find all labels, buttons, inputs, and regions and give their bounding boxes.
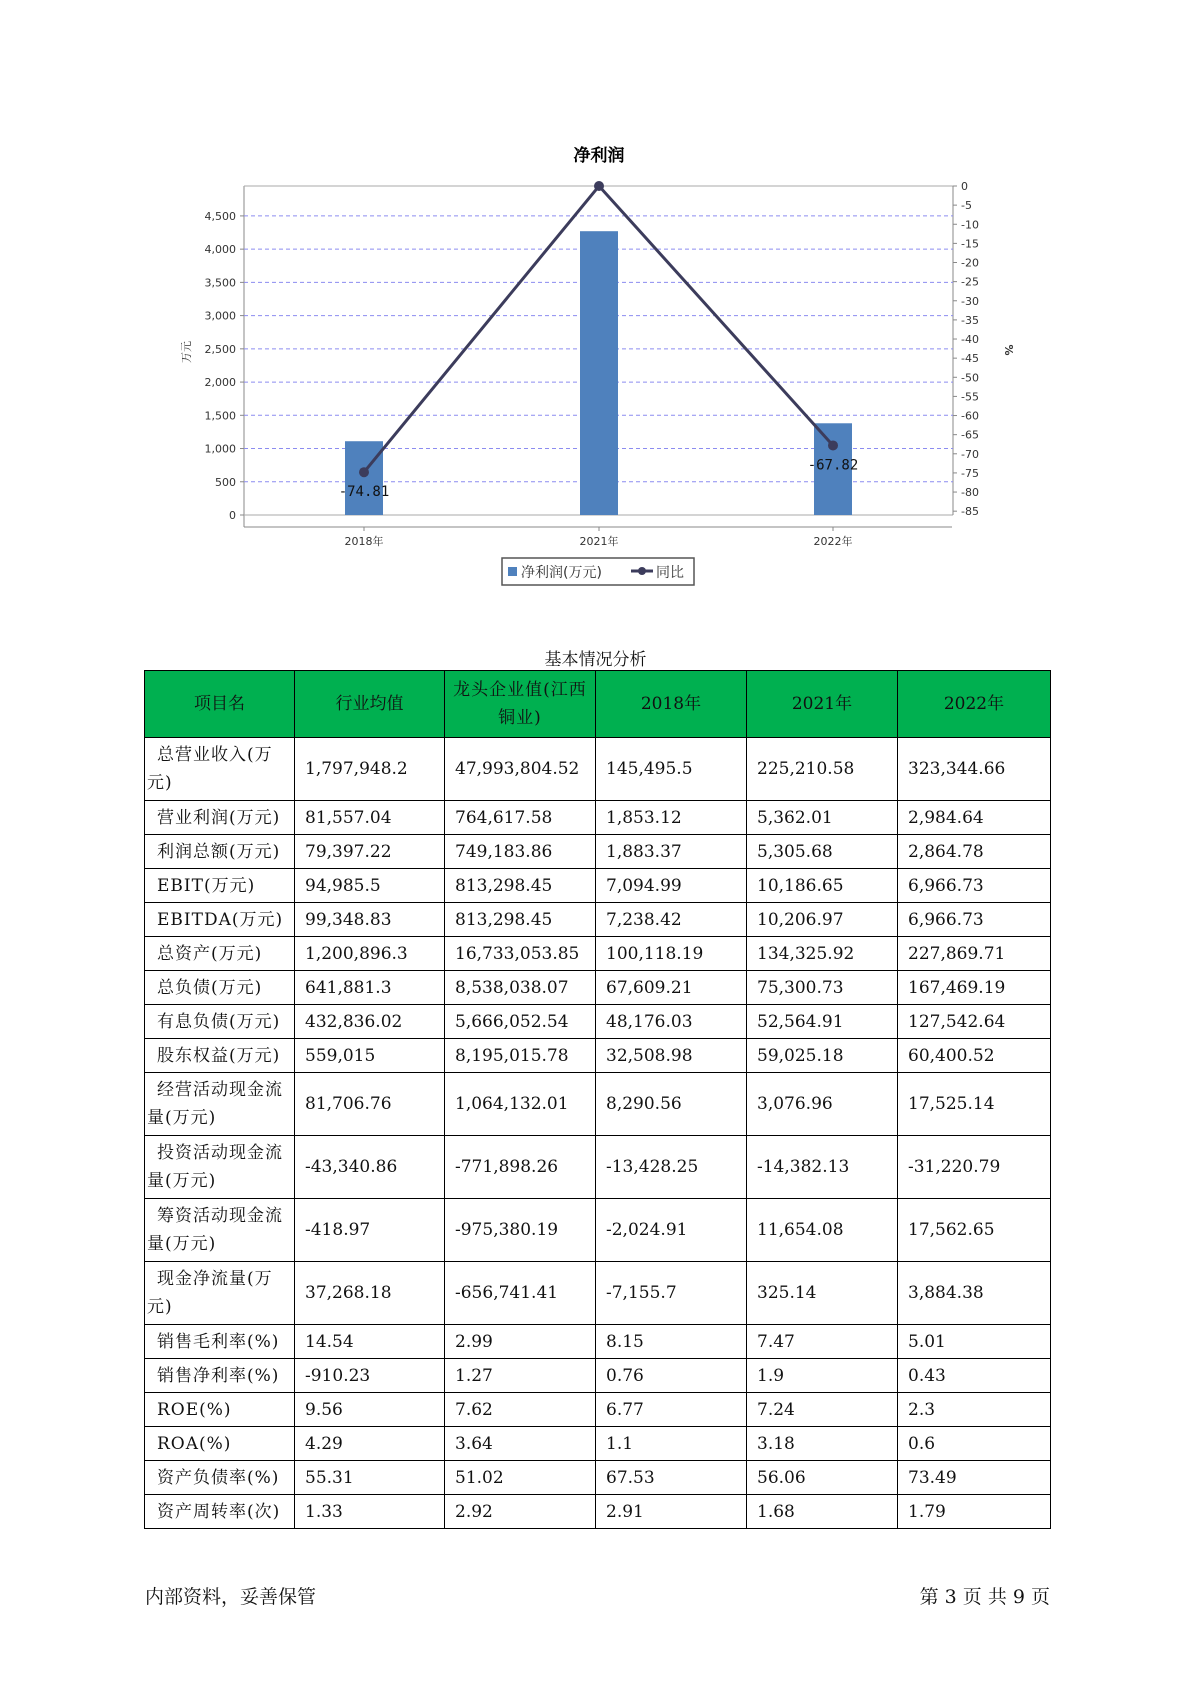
table-cell: 749,183.86 <box>445 835 596 869</box>
table-cell: 3.64 <box>445 1427 596 1461</box>
table-row <box>145 1199 1051 1262</box>
column-header: 2022年 <box>898 671 1051 738</box>
row-label: 总资产(万元) <box>145 937 295 971</box>
bar <box>345 441 383 515</box>
table-cell: 764,617.58 <box>445 801 596 835</box>
table-row <box>145 1325 1051 1359</box>
table-cell: -975,380.19 <box>445 1199 596 1262</box>
row-label: 营业利润(万元) <box>145 801 295 835</box>
row-label: 投资活动现金流量(万元) <box>145 1136 295 1199</box>
right-tick-label: 0 <box>961 180 968 193</box>
table-cell: 99,348.83 <box>295 903 445 937</box>
data-label: -67.82 <box>807 457 859 474</box>
table-cell: 52,564.91 <box>747 1005 898 1039</box>
table-cell: 1,853.12 <box>596 801 747 835</box>
right-tick-label: -40 <box>961 333 979 347</box>
table-cell: 48,176.03 <box>596 1005 747 1039</box>
table-cell: 10,206.97 <box>747 903 898 937</box>
table-cell: 67,609.21 <box>596 971 747 1005</box>
column-header: 项目名 <box>145 671 295 738</box>
table-cell: 56.06 <box>747 1461 898 1495</box>
table-cell: 7,238.42 <box>596 903 747 937</box>
row-label: 筹资活动现金流量(万元) <box>145 1199 295 1262</box>
table-cell: 323,344.66 <box>898 738 1051 801</box>
footer-confidential: 内部资料，妥善保管 <box>145 1586 317 1608</box>
table-cell: 10,186.65 <box>747 869 898 903</box>
row-label: ROE(%) <box>145 1393 295 1427</box>
table-cell: 9.56 <box>295 1393 445 1427</box>
left-tick-label: 1,000 <box>204 442 236 456</box>
row-label: 销售净利率(%) <box>145 1359 295 1393</box>
table-cell: 2.3 <box>898 1393 1051 1427</box>
table-cell: -13,428.25 <box>596 1136 747 1199</box>
table-cell: -910.23 <box>295 1359 445 1393</box>
table-cell: 81,706.76 <box>295 1073 445 1136</box>
x-tick-label: 2022年 <box>813 535 853 548</box>
table-cell: 47,993,804.52 <box>445 738 596 801</box>
x-tick-label: 2021年 <box>579 535 619 548</box>
row-label: 现金净流量(万元) <box>145 1262 295 1325</box>
table-row <box>145 1073 1051 1136</box>
line-point <box>359 467 369 477</box>
table-cell: 1.79 <box>898 1495 1051 1529</box>
table-cell: 6,966.73 <box>898 903 1051 937</box>
table-row <box>145 1461 1051 1495</box>
table-cell: 37,268.18 <box>295 1262 445 1325</box>
left-tick-label: 4,500 <box>204 209 236 223</box>
table-cell: 0.76 <box>596 1359 747 1393</box>
table-cell: 641,881.3 <box>295 971 445 1005</box>
table-cell: 6.77 <box>596 1393 747 1427</box>
table-cell: 17,525.14 <box>898 1073 1051 1136</box>
table-cell: 813,298.45 <box>445 903 596 937</box>
row-label: 经营活动现金流量(万元) <box>145 1073 295 1136</box>
table-cell: 3.18 <box>747 1427 898 1461</box>
table-cell: 1.33 <box>295 1495 445 1529</box>
right-tick-label: -70 <box>961 447 979 461</box>
table-cell: 5,362.01 <box>747 801 898 835</box>
table-cell: 1.68 <box>747 1495 898 1529</box>
table-cell: 4.29 <box>295 1427 445 1461</box>
table-cell: 2.91 <box>596 1495 747 1529</box>
line-point <box>594 181 604 191</box>
column-header: 行业均值 <box>295 671 445 738</box>
table-cell: -14,382.13 <box>747 1136 898 1199</box>
table-row <box>145 1005 1051 1039</box>
right-tick-label: -85 <box>961 505 979 519</box>
table-cell: 8.15 <box>596 1325 747 1359</box>
right-tick-label: -15 <box>961 237 979 251</box>
right-tick-label: -30 <box>961 294 979 308</box>
table-cell: 167,469.19 <box>898 971 1051 1005</box>
net-profit-chart <box>0 0 1191 600</box>
table-row <box>145 971 1051 1005</box>
table-cell: 59,025.18 <box>747 1039 898 1073</box>
column-header: 2021年 <box>747 671 898 738</box>
table-row <box>145 1427 1051 1461</box>
table-cell: 134,325.92 <box>747 937 898 971</box>
table-row <box>145 1039 1051 1073</box>
table-cell: -656,741.41 <box>445 1262 596 1325</box>
right-tick-label: -45 <box>961 352 979 366</box>
left-tick-label: 0 <box>229 509 236 522</box>
table-cell: 7.24 <box>747 1393 898 1427</box>
table-row <box>145 1495 1051 1529</box>
table-cell: 1.27 <box>445 1359 596 1393</box>
table-row <box>145 1136 1051 1199</box>
table-cell: 227,869.71 <box>898 937 1051 971</box>
left-tick-label: 4,000 <box>204 243 236 257</box>
left-tick-label: 3,000 <box>204 309 236 323</box>
table-cell: 11,654.08 <box>747 1199 898 1262</box>
table-cell: -418.97 <box>295 1199 445 1262</box>
row-label: 总营业收入(万元) <box>145 738 295 801</box>
table-cell: 100,118.19 <box>596 937 747 971</box>
table-cell: 559,015 <box>295 1039 445 1073</box>
table-cell: 7,094.99 <box>596 869 747 903</box>
row-label: 资产周转率(次) <box>145 1495 295 1529</box>
table-cell: 79,397.22 <box>295 835 445 869</box>
table-cell: 813,298.45 <box>445 869 596 903</box>
right-tick-label: -35 <box>961 313 979 327</box>
table-cell: 55.31 <box>295 1461 445 1495</box>
table-cell: 8,538,038.07 <box>445 971 596 1005</box>
row-label: 资产负债率(%) <box>145 1461 295 1495</box>
data-label: -74.81 <box>338 484 390 501</box>
row-label: 销售毛利率(%) <box>145 1325 295 1359</box>
table-cell: 1,200,896.3 <box>295 937 445 971</box>
table-cell: -31,220.79 <box>898 1136 1051 1199</box>
left-tick-label: 1,500 <box>204 409 236 423</box>
table-cell: -7,155.7 <box>596 1262 747 1325</box>
row-label: 股东权益(万元) <box>145 1039 295 1073</box>
table-row <box>145 835 1051 869</box>
table-cell: 81,557.04 <box>295 801 445 835</box>
table-cell: 145,495.5 <box>596 738 747 801</box>
footer-page-number: 第 3 页 共 9 页 <box>919 1586 1050 1608</box>
table-cell: -2,024.91 <box>596 1199 747 1262</box>
table-cell: 2,984.64 <box>898 801 1051 835</box>
table-cell: 8,195,015.78 <box>445 1039 596 1073</box>
table-header <box>145 671 1051 738</box>
bar <box>580 231 618 515</box>
table-cell: 7.62 <box>445 1393 596 1427</box>
row-label: 有息负债(万元) <box>145 1005 295 1039</box>
basic-analysis-table <box>144 670 1051 1529</box>
right-tick-label: -55 <box>961 390 979 404</box>
table-row <box>145 1393 1051 1427</box>
right-tick-label: -20 <box>961 256 979 270</box>
left-tick-label: 2,500 <box>204 342 236 356</box>
column-header: 2018年 <box>596 671 747 738</box>
table-row <box>145 937 1051 971</box>
table-cell: 8,290.56 <box>596 1073 747 1136</box>
legend-line-label: 同比 <box>656 565 684 581</box>
table-cell: 225,210.58 <box>747 738 898 801</box>
table-cell: 127,542.64 <box>898 1005 1051 1039</box>
table-cell: 17,562.65 <box>898 1199 1051 1262</box>
chart-canvas <box>0 0 1191 600</box>
right-tick-label: -75 <box>961 466 979 480</box>
table-cell: 1,064,132.01 <box>445 1073 596 1136</box>
table-cell: 0.6 <box>898 1427 1051 1461</box>
table-title: 基本情况分析 <box>544 650 647 670</box>
table-row <box>145 801 1051 835</box>
table-row <box>145 903 1051 937</box>
row-label: EBITDA(万元) <box>145 903 295 937</box>
legend-bar-swatch <box>508 567 517 576</box>
table-row <box>145 1262 1051 1325</box>
table-cell: 67.53 <box>596 1461 747 1495</box>
table-cell: 3,076.96 <box>747 1073 898 1136</box>
table-cell: 51.02 <box>445 1461 596 1495</box>
table-row <box>145 869 1051 903</box>
table-cell: 2.92 <box>445 1495 596 1529</box>
legend-line-marker <box>638 567 646 575</box>
right-tick-label: -80 <box>961 486 979 500</box>
table-cell: -43,340.86 <box>295 1136 445 1199</box>
table-cell: -771,898.26 <box>445 1136 596 1199</box>
table-cell: 16,733,053.85 <box>445 937 596 971</box>
row-label: 利润总额(万元) <box>145 835 295 869</box>
table-cell: 1.1 <box>596 1427 747 1461</box>
table-cell: 2.99 <box>445 1325 596 1359</box>
table-row <box>145 1359 1051 1393</box>
right-tick-label: -60 <box>961 409 979 423</box>
line-point <box>828 440 838 450</box>
table-cell: 432,836.02 <box>295 1005 445 1039</box>
table-cell: 5.01 <box>898 1325 1051 1359</box>
table-cell: 1,797,948.2 <box>295 738 445 801</box>
y-left-unit-label: 万元 <box>180 341 193 363</box>
row-label: 总负债(万元) <box>145 971 295 1005</box>
table-cell: 5,305.68 <box>747 835 898 869</box>
table-cell: 1.9 <box>747 1359 898 1393</box>
row-label: EBIT(万元) <box>145 869 295 903</box>
legend-bar-label: 净利润(万元) <box>521 565 602 581</box>
table-cell: 14.54 <box>295 1325 445 1359</box>
table-cell: 7.47 <box>747 1325 898 1359</box>
table-cell: 5,666,052.54 <box>445 1005 596 1039</box>
row-label: ROA(%) <box>145 1427 295 1461</box>
table-cell: 1,883.37 <box>596 835 747 869</box>
table-body <box>145 738 1051 1529</box>
right-tick-label: -10 <box>961 218 979 232</box>
table-cell: 2,864.78 <box>898 835 1051 869</box>
table-cell: 325.14 <box>747 1262 898 1325</box>
y-right-unit-label: % <box>1002 344 1015 356</box>
left-tick-label: 500 <box>215 475 236 489</box>
column-header: 龙头企业值(江西铜业) <box>445 671 596 738</box>
chart-title: 净利润 <box>573 146 625 166</box>
table-cell: 32,508.98 <box>596 1039 747 1073</box>
right-tick-label: -65 <box>961 428 979 442</box>
right-tick-label: -25 <box>961 275 979 289</box>
left-tick-label: 3,500 <box>204 276 236 290</box>
right-tick-label: -50 <box>961 371 979 385</box>
table-cell: 6,966.73 <box>898 869 1051 903</box>
table-cell: 94,985.5 <box>295 869 445 903</box>
header-row <box>145 671 1051 738</box>
table-cell: 60,400.52 <box>898 1039 1051 1073</box>
right-tick-label: -5 <box>961 199 972 213</box>
table-cell: 0.43 <box>898 1359 1051 1393</box>
table-row <box>145 738 1051 801</box>
table-cell: 75,300.73 <box>747 971 898 1005</box>
table-cell: 3,884.38 <box>898 1262 1051 1325</box>
left-tick-label: 2,000 <box>204 376 236 390</box>
x-tick-label: 2018年 <box>344 535 384 548</box>
table-cell: 73.49 <box>898 1461 1051 1495</box>
